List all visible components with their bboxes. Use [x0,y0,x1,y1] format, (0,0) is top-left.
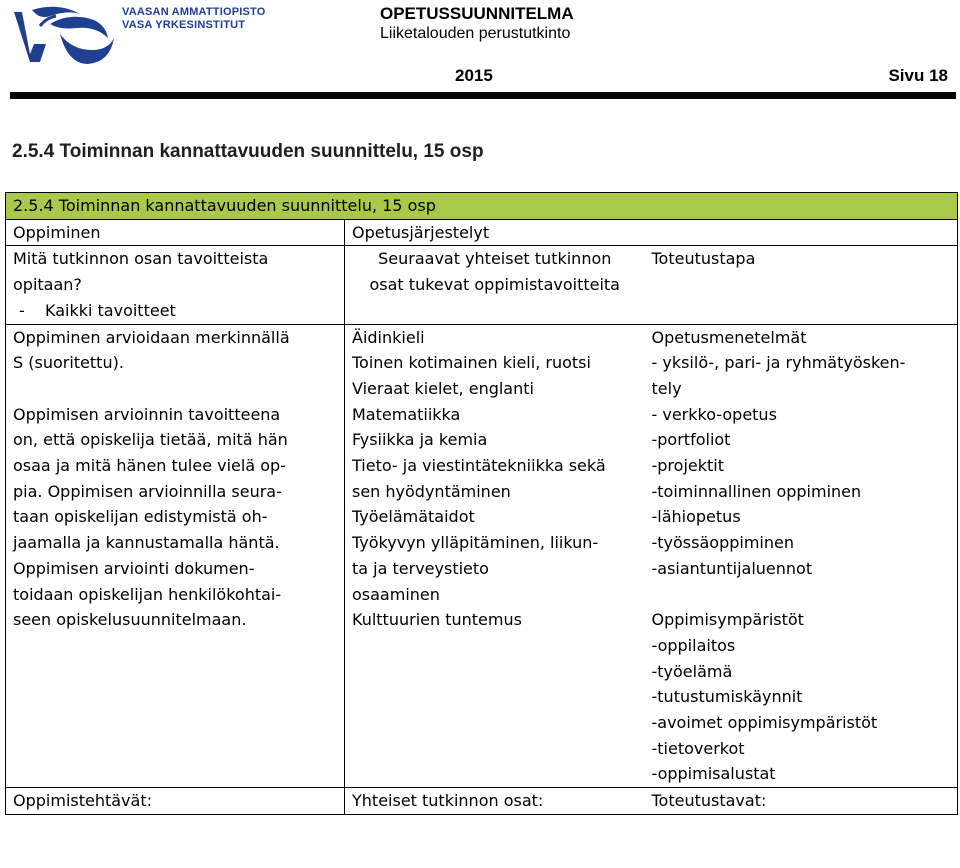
org-name-swedish: VASA YRKESINSTITUT [122,19,246,31]
text-line: Mitä tutkinnon osan tavoitteista [13,249,269,269]
intro-units-cell [345,246,645,324]
text-line: taan opiskelijan edistymistä oh- [13,507,268,527]
text-line: seen opiskelusuunnitelmaan. [13,610,247,630]
shared-units-cell [345,324,645,788]
page-number: Sivu 18 [888,66,948,85]
text-line: pia. Oppimisen arvioinnilla seura- [13,481,282,501]
table-title-row [6,193,958,220]
document-subtitle: Liiketalouden perustutkinto [380,25,571,42]
text-line: osat tukevat oppimistavoitteita [369,275,620,295]
text-line: Seuraavat yhteiset tutkinnon [378,249,612,269]
section-heading: 2.5.4 Toiminnan kannattavuuden suunnittelu, 15 osp [12,141,484,162]
intro-implementation-cell [645,246,958,324]
spacer [13,376,344,402]
unit-item: Vieraat kielet, englanti [352,378,534,398]
footer-shared-units: Yhteiset tutkinnon osat: [345,788,645,815]
unit-item: Työkyvyn ylläpitäminen, liikun- [352,533,599,553]
table-body-row [6,324,958,788]
footer-implementations: Toteutustavat: [645,788,958,815]
text-line: on, että opiskelija tietää, mitä hän [13,430,288,450]
method-item: -portfoliot [651,430,731,450]
document-year: 2015 [455,66,493,85]
unit-item: ta ja terveystieto [352,558,489,578]
text-line: osaa ja mitä hänen tulee vielä op- [13,456,286,476]
unit-item: sen hyödyntäminen [352,481,511,501]
table-header-row [6,219,958,246]
objective-item-text: Kaikki tavoitteet [45,300,176,320]
curriculum-table [5,192,958,815]
text-line: opitaan? [13,275,82,295]
unit-item: Työelämätaidot [352,507,475,527]
unit-item: Kulttuurien tuntemus [352,610,522,630]
header-divider [10,92,956,99]
environment-item: -avoimet oppimisympäristöt [651,713,878,733]
method-item: -toiminnallinen oppiminen [651,481,862,501]
unit-item: Matematiikka [352,404,461,424]
text-line: Oppiminen arvioidaan merkinnällä [13,327,290,347]
unit-item: Tieto- ja viestintätekniikka sekä [352,456,606,476]
unit-item: Fysiikka ja kemia [352,430,488,450]
list-dash: - [19,300,25,320]
spacer [652,582,958,608]
environment-item: -työelämä [651,661,733,681]
environment-item: -oppilaitos [651,635,736,655]
table-footer-row [6,788,958,815]
text-line: S (suoritettu). [13,353,124,373]
text-line: Oppimisen arviointi dokumen- [13,558,255,578]
text-line: toidaan opiskelijan henkilökohtai- [13,584,282,604]
objective-item [13,298,344,324]
environment-item: -tutustumiskäynnit [651,687,803,707]
method-item: - verkko-opetus [651,404,777,424]
method-item: -lähiopetus [651,507,741,527]
organization-logo [10,4,266,74]
table-title: 2.5.4 Toiminnan kannattavuuden suunnittelu, 15 osp [6,193,958,220]
environment-item: -tietoverkot [651,738,745,758]
text-line: Oppimisen arvioinnin tavoitteena [13,404,281,424]
org-name-finnish: VAASAN AMMATTIOPISTO [122,6,266,18]
header-learning: Oppiminen [6,219,345,246]
vamia-logo-icon [10,4,120,70]
table-intro-row [6,246,958,324]
document-title: OPETUSSUUNNITELMA [380,4,574,23]
text-line: jaamalla ja kannustamalla häntä. [13,533,280,553]
environment-item: -oppimisalustat [651,764,776,784]
intro-learning-cell [6,246,345,324]
unit-item: osaaminen [352,584,440,604]
implementation-heading: Toteutustapa [651,249,756,269]
header-arrangements: Opetusjärjestelyt [345,219,958,246]
methods-cell [645,324,958,788]
footer-tasks: Oppimistehtävät: [6,788,345,815]
method-item: - yksilö-, pari- ja ryhmätyösken- [651,353,906,373]
assessment-cell [6,324,345,788]
method-item: -projektit [651,456,724,476]
method-item: -työssäoppiminen [651,533,794,553]
methods-heading: Opetusmenetelmät [651,327,807,347]
unit-item: Toinen kotimainen kieli, ruotsi [352,353,591,373]
environments-heading: Oppimisympäristöt [651,610,804,630]
method-item: -asiantuntijaluennot [651,558,813,578]
unit-item: Äidinkieli [352,327,425,347]
method-item: tely [651,378,682,398]
